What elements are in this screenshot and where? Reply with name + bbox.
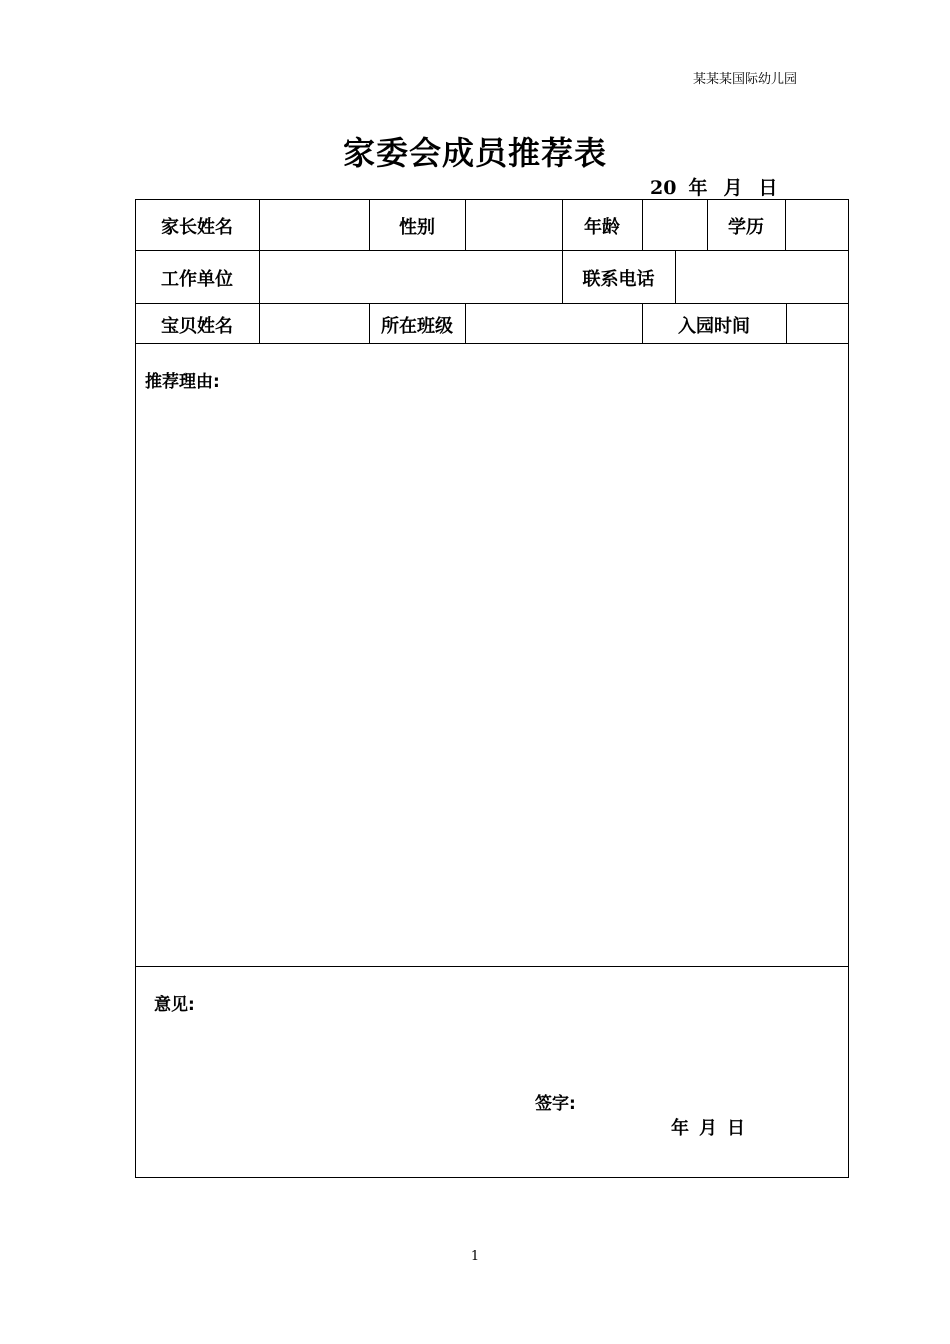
label-age: 年龄 — [584, 217, 620, 238]
form-date — [650, 173, 778, 200]
page-number: 1 — [470, 1249, 480, 1264]
sign-date — [671, 1114, 745, 1140]
label-class: 所在班级 — [381, 316, 453, 337]
col-divider — [259, 199, 260, 343]
label-gender: 性别 — [399, 217, 435, 238]
col-divider — [675, 250, 676, 303]
date-month: 月 — [723, 177, 743, 199]
label-enroll-time: 入园时间 — [678, 316, 750, 337]
label-recommend-reason: 推荐理由: — [145, 372, 220, 392]
label-work-unit: 工作单位 — [161, 269, 233, 290]
row-divider — [135, 303, 849, 304]
label-opinion: 意见: — [154, 995, 195, 1015]
date-year: 年 — [688, 177, 708, 199]
row-divider — [135, 250, 849, 251]
row-divider — [135, 966, 849, 967]
organization-name: 某某某国际幼儿园 — [693, 72, 798, 87]
col-divider — [465, 303, 466, 343]
label-phone: 联系电话 — [582, 269, 655, 290]
col-divider — [785, 199, 786, 250]
label-parent-name: 家长姓名 — [161, 217, 233, 238]
date-year-prefix: 20 — [650, 177, 677, 199]
page-title: 家委会成员推荐表 — [342, 134, 607, 172]
label-child-name: 宝贝姓名 — [161, 316, 233, 337]
label-signature: 签字: — [535, 1094, 576, 1114]
row-divider — [135, 343, 849, 344]
label-education: 学历 — [728, 217, 764, 238]
date-day: 日 — [758, 177, 778, 199]
form-table — [135, 199, 849, 1178]
col-divider — [786, 303, 787, 343]
sign-date-month: 月 — [699, 1118, 717, 1139]
sign-date-year: 年 — [671, 1118, 689, 1139]
col-divider — [465, 199, 466, 250]
col-divider — [642, 199, 643, 250]
sign-date-day: 日 — [727, 1118, 745, 1139]
